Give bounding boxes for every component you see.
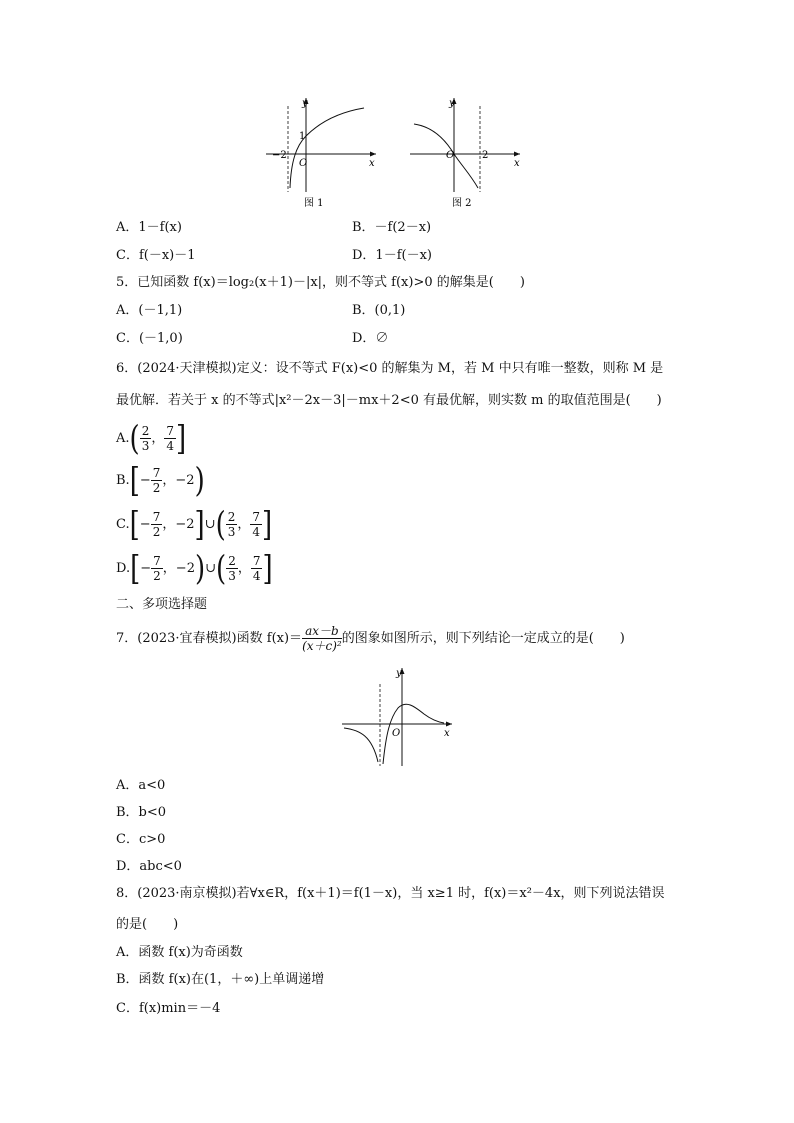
q7-stem: 7．(2023·宜春模拟)函数 f(x)＝ $\frac{ax-b}{\text{(x＋c)²}}$ 的图象如图所示，则下列结论一定成立的是( ) (116, 624, 625, 653)
fig7-x-label: x (444, 728, 450, 739)
q5-option-c: C．(－1,0) (116, 331, 183, 346)
q5-option-a: A．(－1,1) (116, 303, 183, 318)
q8-stem-line2: 的是( ) (116, 917, 179, 932)
fig2-x-label: x (514, 158, 520, 169)
fig2-y-label: y (449, 98, 455, 109)
fig1-origin: O (299, 158, 308, 169)
fig1-caption: 图 1 (304, 198, 324, 209)
q7-option-d: D．abc<0 (116, 859, 182, 874)
fig1-tick-y: 1 (299, 131, 306, 142)
section-2-heading: 二、多项选择题 (116, 597, 208, 612)
q8-option-c: C．f(x)min＝－4 (116, 1001, 221, 1016)
q8-option-b: B．函数 f(x)在(1，＋∞)上单调递增 (116, 972, 325, 987)
q8-stem-line1: 8．(2023·南京模拟)若∀x∈R，f(x＋1)＝f(1－x)，当 x≥1 时，f(x)＝x²－4x，则下列说法错误 (116, 886, 665, 901)
q4-option-c: C．f(－x)－1 (116, 248, 196, 263)
fig1-x-label: x (369, 158, 375, 169)
q6-option-a: A.( $\frac{2}{3}$ ， $\frac{7}{4}$ ] (116, 419, 187, 458)
figure-7 (338, 662, 458, 772)
q7-option-c: C．c>0 (116, 832, 166, 847)
q5-stem: 5．已知函数 f(x)＝log₂(x＋1)－|x|，则不等式 f(x)>0 的解集是( ) (116, 275, 525, 290)
q6-option-c: C.[− $\frac{7}{2}$ ，−2]∪( $\frac{2}{3}$ ， $\frac{7}{4}$ ] (116, 505, 273, 544)
q6-option-b: B.[− $\frac{7}{2}$ ，−2) (116, 461, 205, 500)
q4-option-a: A．1－f(x) (116, 220, 182, 235)
fig2-origin: O (446, 150, 455, 161)
fig7-origin: O (392, 728, 401, 739)
q6-stem-line1: 6．(2024·天津模拟)定义：设不等式 F(x)<0 的解集为 M，若 M 中只有唯一整数，则称 M 是 (116, 361, 664, 376)
fig2-tick-x: 2 (482, 150, 489, 161)
fig7-y-label: y (396, 668, 402, 679)
figure-2 (404, 92, 528, 212)
q7-option-a: A．a<0 (116, 778, 166, 793)
q6-option-d: D.[− $\frac{7}{2}$ ，−2)∪( $\frac{2}{3}$ ， $\frac{7}{4}$ ] (116, 549, 273, 588)
q7-option-b: B．b<0 (116, 805, 167, 820)
q5-option-b: B．(0,1) (352, 303, 406, 318)
q5-option-d: D．∅ (352, 331, 389, 346)
fig1-y-label: y (302, 98, 308, 109)
q4-option-d: D．1－f(－x) (352, 248, 432, 263)
figure-1 (262, 92, 382, 212)
q4-option-b: B．－f(2－x) (352, 220, 432, 235)
q6-stem-line2: 最优解．若关于 x 的不等式|x²－2x－3|－mx＋2<0 有最优解，则实数 m 的取值范围是( ) (116, 393, 662, 408)
q8-option-a: A．函数 f(x)为奇函数 (116, 945, 243, 960)
fig2-caption: 图 2 (452, 198, 472, 209)
fig1-tick-x: −2 (272, 150, 287, 161)
